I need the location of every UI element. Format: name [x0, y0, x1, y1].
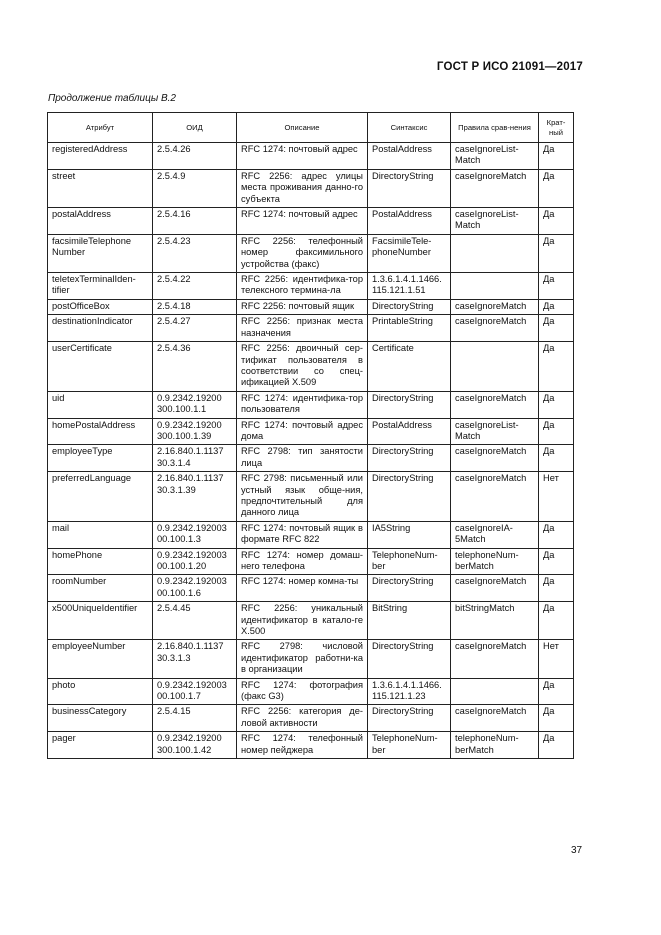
cell-attribute: homePhone: [48, 548, 153, 575]
cell-description: RFC 2256: двоичный сер-тификат пользователя в соответствии со спец-ификацией X.509: [237, 342, 368, 392]
cell-multivalued: Да: [539, 143, 574, 170]
attributes-table: [47, 112, 574, 759]
cell-syntax: 1.3.6.1.4.1.1466. 115.121.1.23: [368, 678, 451, 705]
cell-oid: 2.5.4.22: [153, 273, 237, 300]
cell-oid: 2.5.4.27: [153, 315, 237, 342]
table-row: [48, 521, 574, 548]
cell-description: RFC 1274: телефонный номер пейджера: [237, 732, 368, 759]
cell-syntax: PostalAddress: [368, 143, 451, 170]
cell-attribute: mail: [48, 521, 153, 548]
cell-multivalued: Да: [539, 234, 574, 272]
table-row: [48, 143, 574, 170]
table-row: [48, 208, 574, 235]
cell-multivalued: Да: [539, 342, 574, 392]
cell-multivalued: Да: [539, 678, 574, 705]
cell-description: RFC 2256: адрес улицы места проживания данно-го субъекта: [237, 169, 368, 207]
cell-oid: 2.5.4.26: [153, 143, 237, 170]
cell-oid: 2.16.840.1.1137 30.3.1.4: [153, 445, 237, 472]
cell-syntax: DirectoryString: [368, 705, 451, 732]
cell-matching-rule: caseIgnoreList-Match: [451, 418, 539, 445]
cell-description: RFC 2798: числовой идентификатор работни-ка в организации: [237, 640, 368, 678]
cell-multivalued: Да: [539, 445, 574, 472]
cell-syntax: IA5String: [368, 521, 451, 548]
cell-oid: 2.16.840.1.1137 30.3.1.3: [153, 640, 237, 678]
cell-multivalued: Да: [539, 548, 574, 575]
cell-description: RFC 1274: идентифика-тор пользователя: [237, 391, 368, 418]
page-number: 37: [571, 845, 583, 856]
cell-multivalued: Нет: [539, 472, 574, 522]
column-header: Атрибут: [48, 113, 153, 143]
cell-syntax: PostalAddress: [368, 418, 451, 445]
cell-attribute: postalAddress: [48, 208, 153, 235]
cell-matching-rule: caseIgnoreMatch: [451, 575, 539, 602]
cell-oid: 2.5.4.23: [153, 234, 237, 272]
cell-multivalued: Да: [539, 732, 574, 759]
cell-syntax: DirectoryString: [368, 391, 451, 418]
cell-description: RFC 2256: категория де-ловой активности: [237, 705, 368, 732]
cell-attribute: userCertificate: [48, 342, 153, 392]
cell-oid: 2.5.4.15: [153, 705, 237, 732]
cell-attribute: destinationIndicator: [48, 315, 153, 342]
cell-oid: 0.9.2342.19200 300.100.1.42: [153, 732, 237, 759]
table-row: [48, 342, 574, 392]
table-row: [48, 418, 574, 445]
cell-attribute: employeeNumber: [48, 640, 153, 678]
cell-oid: 2.5.4.36: [153, 342, 237, 392]
cell-multivalued: Да: [539, 299, 574, 314]
cell-oid: 0.9.2342.192003 00.100.1.3: [153, 521, 237, 548]
cell-oid: 2.5.4.18: [153, 299, 237, 314]
cell-description: RFC 1274: почтовый адрес: [237, 143, 368, 170]
table-caption: Продолжение таблицы В.2: [48, 93, 176, 104]
table-row: [48, 640, 574, 678]
column-header: Описание: [237, 113, 368, 143]
cell-syntax: DirectoryString: [368, 640, 451, 678]
cell-syntax: DirectoryString: [368, 575, 451, 602]
cell-matching-rule: [451, 273, 539, 300]
cell-multivalued: Да: [539, 169, 574, 207]
cell-syntax: DirectoryString: [368, 169, 451, 207]
cell-matching-rule: caseIgnoreMatch: [451, 472, 539, 522]
table-row: [48, 169, 574, 207]
cell-description: RFC 1274: номер домаш-него телефона: [237, 548, 368, 575]
cell-description: RFC 1274: почтовый ящик в формате RFC 822: [237, 521, 368, 548]
cell-description: RFC 2256: уникальный идентификатор в катало-ге X.500: [237, 602, 368, 640]
cell-multivalued: Да: [539, 315, 574, 342]
cell-syntax: TelephoneNum-ber: [368, 548, 451, 575]
table-row: [48, 273, 574, 300]
cell-oid: 0.9.2342.19200 300.100.1.1: [153, 391, 237, 418]
cell-syntax: 1.3.6.1.4.1.1466. 115.121.1.51: [368, 273, 451, 300]
cell-matching-rule: telephoneNum-berMatch: [451, 548, 539, 575]
cell-multivalued: Да: [539, 273, 574, 300]
cell-matching-rule: caseIgnoreMatch: [451, 445, 539, 472]
cell-description: RFC 1274: номер комна-ты: [237, 575, 368, 602]
cell-syntax: BitString: [368, 602, 451, 640]
table-row: [48, 575, 574, 602]
cell-matching-rule: caseIgnoreMatch: [451, 315, 539, 342]
cell-oid: 0.9.2342.19200 300.100.1.39: [153, 418, 237, 445]
cell-matching-rule: caseIgnoreMatch: [451, 640, 539, 678]
table-row: [48, 705, 574, 732]
cell-syntax: PostalAddress: [368, 208, 451, 235]
cell-description: RFC 2256: телефонный номер факсимильного устройства (факс): [237, 234, 368, 272]
cell-attribute: roomNumber: [48, 575, 153, 602]
cell-syntax: Certificate: [368, 342, 451, 392]
cell-description: RFC 2256: признак места назначения: [237, 315, 368, 342]
cell-attribute: employeeType: [48, 445, 153, 472]
cell-multivalued: Да: [539, 602, 574, 640]
cell-matching-rule: caseIgnoreMatch: [451, 299, 539, 314]
table-row: [48, 602, 574, 640]
cell-attribute: postOfficeBox: [48, 299, 153, 314]
table-row: [48, 472, 574, 522]
cell-matching-rule: caseIgnoreIA-5Match: [451, 521, 539, 548]
cell-attribute: pager: [48, 732, 153, 759]
cell-oid: 0.9.2342.192003 00.100.1.7: [153, 678, 237, 705]
cell-multivalued: Да: [539, 391, 574, 418]
cell-description: RFC 1274: почтовый адрес: [237, 208, 368, 235]
table-row: [48, 299, 574, 314]
cell-matching-rule: caseIgnoreList-Match: [451, 208, 539, 235]
cell-oid: 0.9.2342.192003 00.100.1.20: [153, 548, 237, 575]
cell-syntax: DirectoryString: [368, 472, 451, 522]
cell-syntax: FacsimileTele-phoneNumber: [368, 234, 451, 272]
cell-syntax: PrintableString: [368, 315, 451, 342]
cell-multivalued: Нет: [539, 640, 574, 678]
cell-matching-rule: [451, 678, 539, 705]
cell-attribute: x500UniqueIdentifier: [48, 602, 153, 640]
cell-description: RFC 2798: тип занятости лица: [237, 445, 368, 472]
cell-description: RFC 2798: письменный или устный язык обще-ния, предпочтительный для данного лица: [237, 472, 368, 522]
column-header: Синтаксис: [368, 113, 451, 143]
cell-attribute: preferredLanguage: [48, 472, 153, 522]
table-row: [48, 234, 574, 272]
table-header-row: [48, 113, 574, 143]
cell-matching-rule: caseIgnoreMatch: [451, 169, 539, 207]
cell-multivalued: Да: [539, 575, 574, 602]
cell-matching-rule: [451, 342, 539, 392]
column-header: Крат-ный: [539, 113, 574, 143]
cell-syntax: TelephoneNum-ber: [368, 732, 451, 759]
table-row: [48, 732, 574, 759]
cell-attribute: businessCategory: [48, 705, 153, 732]
cell-attribute: street: [48, 169, 153, 207]
cell-syntax: DirectoryString: [368, 299, 451, 314]
cell-description: RFC 2256: идентифика-тор телексного термина-ла: [237, 273, 368, 300]
cell-matching-rule: [451, 234, 539, 272]
cell-matching-rule: caseIgnoreMatch: [451, 705, 539, 732]
column-header: ОИД: [153, 113, 237, 143]
cell-description: RFC 1274: почтовый адрес дома: [237, 418, 368, 445]
cell-oid: 2.16.840.1.1137 30.3.1.39: [153, 472, 237, 522]
table-row: [48, 548, 574, 575]
cell-oid: 2.5.4.9: [153, 169, 237, 207]
cell-multivalued: Да: [539, 208, 574, 235]
cell-matching-rule: caseIgnoreMatch: [451, 391, 539, 418]
cell-multivalued: Да: [539, 521, 574, 548]
cell-oid: 2.5.4.45: [153, 602, 237, 640]
cell-attribute: uid: [48, 391, 153, 418]
cell-multivalued: Да: [539, 418, 574, 445]
cell-attribute: registeredAddress: [48, 143, 153, 170]
cell-matching-rule: telephoneNum-berMatch: [451, 732, 539, 759]
cell-multivalued: Да: [539, 705, 574, 732]
table-row: [48, 315, 574, 342]
standard-designation: ГОСТ Р ИСО 21091—2017: [436, 61, 583, 73]
cell-attribute: facsimileTelephone Number: [48, 234, 153, 272]
table-row: [48, 391, 574, 418]
cell-matching-rule: caseIgnoreList-Match: [451, 143, 539, 170]
cell-attribute: homePostalAddress: [48, 418, 153, 445]
cell-matching-rule: bitStringMatch: [451, 602, 539, 640]
cell-attribute: photo: [48, 678, 153, 705]
cell-description: RFC 2256: почтовый ящик: [237, 299, 368, 314]
cell-syntax: DirectoryString: [368, 445, 451, 472]
cell-attribute: teletexTerminalIden-tifier: [48, 273, 153, 300]
table-row: [48, 445, 574, 472]
cell-oid: 2.5.4.16: [153, 208, 237, 235]
cell-oid: 0.9.2342.192003 00.100.1.6: [153, 575, 237, 602]
column-header: Правила срав-нения: [451, 113, 539, 143]
table-row: [48, 678, 574, 705]
cell-description: RFC 1274: фотография (факс G3): [237, 678, 368, 705]
